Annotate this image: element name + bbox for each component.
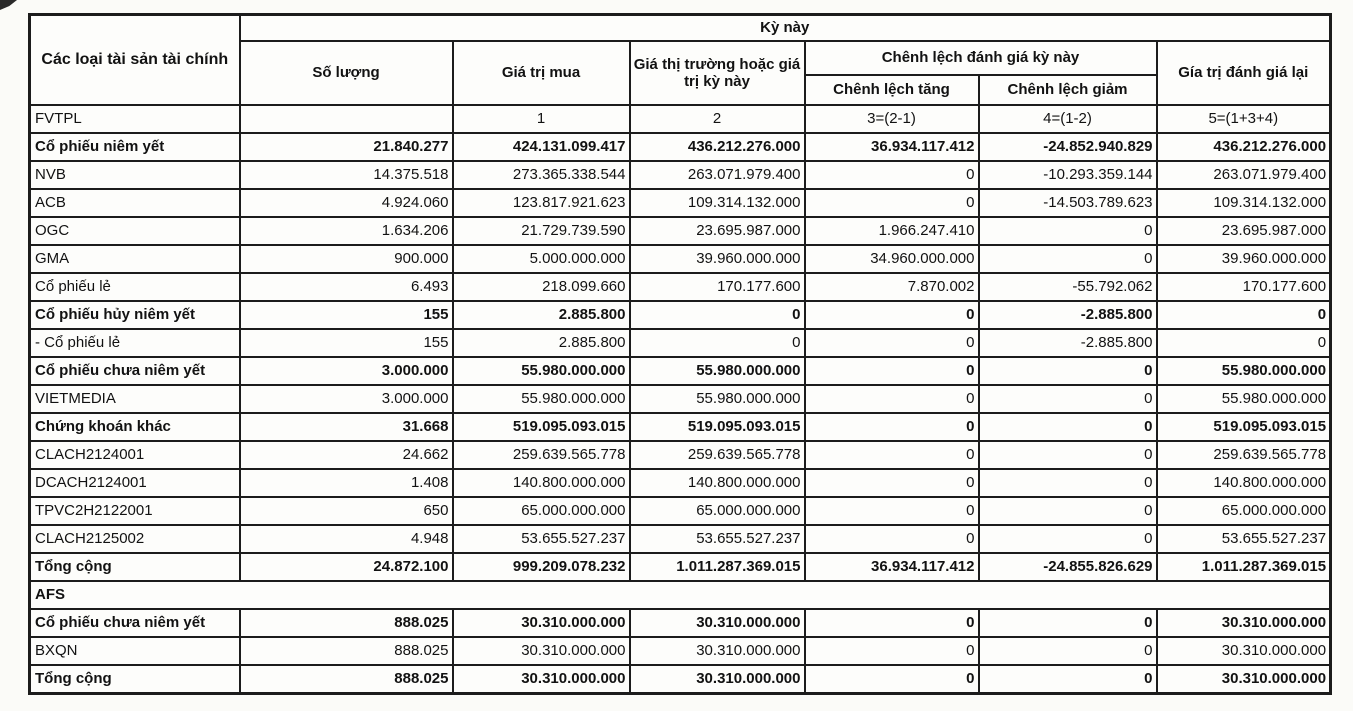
section-header-row	[30, 105, 1331, 133]
cell-value: 53.655.527.237	[1157, 525, 1331, 553]
cell-value: 0	[805, 609, 979, 637]
row-label: Cổ phiếu hủy niêm yết	[30, 301, 240, 329]
header-diff-group: Chênh lệch đánh giá kỳ này	[805, 41, 1157, 75]
cell-value: 23.695.987.000	[630, 217, 805, 245]
column-index-cell: 3=(2-1)	[805, 105, 979, 133]
cell-value: 259.639.565.778	[630, 441, 805, 469]
cell-value: 0	[805, 469, 979, 497]
cell-value: 263.071.979.400	[630, 161, 805, 189]
cell-value: 1.011.287.369.015	[1157, 553, 1331, 581]
cell-value: 3.000.000	[240, 357, 453, 385]
table-row	[30, 385, 1331, 413]
cell-value: 0	[805, 329, 979, 357]
cell-value: 109.314.132.000	[1157, 189, 1331, 217]
cell-value: 30.310.000.000	[1157, 609, 1331, 637]
cell-value: 140.800.000.000	[630, 469, 805, 497]
cell-value: 109.314.132.000	[630, 189, 805, 217]
row-label: Cổ phiếu niêm yết	[30, 133, 240, 161]
cell-value: 519.095.093.015	[453, 413, 630, 441]
cell-value: 0	[1157, 301, 1331, 329]
cell-value: 5.000.000.000	[453, 245, 630, 273]
row-label: VIETMEDIA	[30, 385, 240, 413]
cell-value: 30.310.000.000	[453, 637, 630, 665]
header-diff-decrease: Chênh lệch giảm	[979, 75, 1157, 105]
row-label: GMA	[30, 245, 240, 273]
table-row	[30, 189, 1331, 217]
column-index-cell: 4=(1-2)	[979, 105, 1157, 133]
cell-value: 1.634.206	[240, 217, 453, 245]
row-label: Tổng cộng	[30, 665, 240, 694]
cell-value: 0	[979, 469, 1157, 497]
row-label: DCACH2124001	[30, 469, 240, 497]
row-label: Cổ phiếu chưa niêm yết	[30, 357, 240, 385]
row-label: CLACH2124001	[30, 441, 240, 469]
cell-value: 2.885.800	[453, 329, 630, 357]
header-row-period	[30, 15, 1331, 42]
table-header	[30, 15, 1331, 106]
table-row	[30, 133, 1331, 161]
cell-value: 36.934.117.412	[805, 553, 979, 581]
cell-value: 155	[240, 329, 453, 357]
cell-value: 30.310.000.000	[1157, 665, 1331, 694]
cell-value: 0	[979, 217, 1157, 245]
section-label: AFS	[30, 581, 1331, 609]
cell-value: 55.980.000.000	[453, 385, 630, 413]
column-index-cell: 1	[453, 105, 630, 133]
cell-value: 0	[805, 413, 979, 441]
cell-value: 519.095.093.015	[630, 413, 805, 441]
column-index-cell	[240, 105, 453, 133]
cell-value: 30.310.000.000	[630, 609, 805, 637]
cell-value: 0	[805, 665, 979, 694]
column-index-cell: 5=(1+3+4)	[1157, 105, 1331, 133]
financial-assets-table	[28, 13, 1332, 695]
cell-value: 0	[979, 609, 1157, 637]
cell-value: -24.855.826.629	[979, 553, 1157, 581]
cell-value: 0	[979, 637, 1157, 665]
cell-value: 36.934.117.412	[805, 133, 979, 161]
cell-value: 436.212.276.000	[630, 133, 805, 161]
cell-value: -55.792.062	[979, 273, 1157, 301]
cell-value: 650	[240, 497, 453, 525]
cell-value: 30.310.000.000	[1157, 637, 1331, 665]
cell-value: 23.695.987.000	[1157, 217, 1331, 245]
cell-value: 39.960.000.000	[1157, 245, 1331, 273]
cell-value: 0	[805, 525, 979, 553]
section-header-row	[30, 581, 1331, 609]
table-row	[30, 469, 1331, 497]
table-row	[30, 441, 1331, 469]
header-purchase-value: Giá trị mua	[453, 41, 630, 105]
cell-value: -10.293.359.144	[979, 161, 1157, 189]
cell-value: 888.025	[240, 609, 453, 637]
cell-value: 436.212.276.000	[1157, 133, 1331, 161]
table-row	[30, 329, 1331, 357]
cell-value: 4.924.060	[240, 189, 453, 217]
section-label: FVTPL	[30, 105, 240, 133]
cell-value: 0	[979, 357, 1157, 385]
cell-value: 30.310.000.000	[630, 665, 805, 694]
row-label: Cổ phiếu lẻ	[30, 273, 240, 301]
header-market-value: Giá thị trường hoặc giá trị kỳ này	[630, 41, 805, 105]
cell-value: 39.960.000.000	[630, 245, 805, 273]
cell-value: 0	[979, 665, 1157, 694]
cell-value: 0	[805, 301, 979, 329]
cell-value: 0	[979, 441, 1157, 469]
cell-value: 53.655.527.237	[453, 525, 630, 553]
cell-value: 4.948	[240, 525, 453, 553]
row-label: ACB	[30, 189, 240, 217]
cell-value: 999.209.078.232	[453, 553, 630, 581]
cell-value: 65.000.000.000	[630, 497, 805, 525]
cell-value: 30.310.000.000	[453, 609, 630, 637]
cell-value: 0	[805, 637, 979, 665]
table-row	[30, 273, 1331, 301]
cell-value: 259.639.565.778	[1157, 441, 1331, 469]
cell-value: 273.365.338.544	[453, 161, 630, 189]
cell-value: 0	[1157, 329, 1331, 357]
cell-value: 65.000.000.000	[453, 497, 630, 525]
table-row	[30, 609, 1331, 637]
table-row	[30, 301, 1331, 329]
cell-value: 30.310.000.000	[630, 637, 805, 665]
cell-value: 0	[630, 301, 805, 329]
cell-value: -2.885.800	[979, 329, 1157, 357]
cell-value: 1.408	[240, 469, 453, 497]
cell-value: 1.011.287.369.015	[630, 553, 805, 581]
table-body	[30, 105, 1331, 694]
cell-value: 24.872.100	[240, 553, 453, 581]
table-row	[30, 357, 1331, 385]
cell-value: -2.885.800	[979, 301, 1157, 329]
cell-value: 30.310.000.000	[453, 665, 630, 694]
header-revalued: Gía trị đánh giá lại	[1157, 41, 1331, 105]
row-label: NVB	[30, 161, 240, 189]
header-diff-increase: Chênh lệch tăng	[805, 75, 979, 105]
cell-value: 259.639.565.778	[453, 441, 630, 469]
cell-value: 0	[805, 497, 979, 525]
row-label: BXQN	[30, 637, 240, 665]
table-row	[30, 637, 1331, 665]
cell-value: 55.980.000.000	[1157, 385, 1331, 413]
row-label: - Cổ phiếu lẻ	[30, 329, 240, 357]
cell-value: 0	[805, 161, 979, 189]
row-label: CLACH2125002	[30, 525, 240, 553]
table-row	[30, 245, 1331, 273]
cell-value: 519.095.093.015	[1157, 413, 1331, 441]
cell-value: 0	[979, 385, 1157, 413]
cell-value: 3.000.000	[240, 385, 453, 413]
cell-value: 0	[805, 357, 979, 385]
row-label: Chứng khoán khác	[30, 413, 240, 441]
cell-value: 263.071.979.400	[1157, 161, 1331, 189]
table-row	[30, 525, 1331, 553]
cell-value: 0	[979, 525, 1157, 553]
cell-value: 24.662	[240, 441, 453, 469]
table-row	[30, 413, 1331, 441]
cell-value: 424.131.099.417	[453, 133, 630, 161]
cell-value: 34.960.000.000	[805, 245, 979, 273]
cell-value: -24.852.940.829	[979, 133, 1157, 161]
row-label: TPVC2H2122001	[30, 497, 240, 525]
cell-value: 1.966.247.410	[805, 217, 979, 245]
header-asset-type: Các loại tài sản tài chính	[30, 15, 240, 106]
cell-value: 53.655.527.237	[630, 525, 805, 553]
cell-value: 0	[805, 441, 979, 469]
cell-value: 155	[240, 301, 453, 329]
cell-value: 140.800.000.000	[453, 469, 630, 497]
cell-value: 6.493	[240, 273, 453, 301]
cell-value: 0	[805, 189, 979, 217]
cell-value: 21.840.277	[240, 133, 453, 161]
table-row	[30, 161, 1331, 189]
cell-value: 170.177.600	[630, 273, 805, 301]
cell-value: 31.668	[240, 413, 453, 441]
cell-value: 55.980.000.000	[453, 357, 630, 385]
cell-value: 888.025	[240, 665, 453, 694]
cell-value: 55.980.000.000	[1157, 357, 1331, 385]
table-row	[30, 665, 1331, 694]
cell-value: 7.870.002	[805, 273, 979, 301]
cell-value: 218.099.660	[453, 273, 630, 301]
cell-value: 0	[805, 385, 979, 413]
row-label: OGC	[30, 217, 240, 245]
cell-value: 0	[979, 245, 1157, 273]
cell-value: 0	[630, 329, 805, 357]
cell-value: 65.000.000.000	[1157, 497, 1331, 525]
header-quantity: Số lượng	[240, 41, 453, 105]
table-row	[30, 217, 1331, 245]
cell-value: 2.885.800	[453, 301, 630, 329]
cell-value: -14.503.789.623	[979, 189, 1157, 217]
row-label: Cổ phiếu chưa niêm yết	[30, 609, 240, 637]
column-index-cell: 2	[630, 105, 805, 133]
row-label: Tổng cộng	[30, 553, 240, 581]
cell-value: 123.817.921.623	[453, 189, 630, 217]
table-row	[30, 553, 1331, 581]
cell-value: 900.000	[240, 245, 453, 273]
cell-value: 55.980.000.000	[630, 385, 805, 413]
table-row	[30, 497, 1331, 525]
scan-corner-artifact	[0, 0, 17, 10]
cell-value: 0	[979, 497, 1157, 525]
cell-value: 888.025	[240, 637, 453, 665]
cell-value: 140.800.000.000	[1157, 469, 1331, 497]
header-period: Kỳ này	[240, 15, 1331, 42]
cell-value: 170.177.600	[1157, 273, 1331, 301]
cell-value: 0	[979, 413, 1157, 441]
cell-value: 14.375.518	[240, 161, 453, 189]
cell-value: 21.729.739.590	[453, 217, 630, 245]
cell-value: 55.980.000.000	[630, 357, 805, 385]
